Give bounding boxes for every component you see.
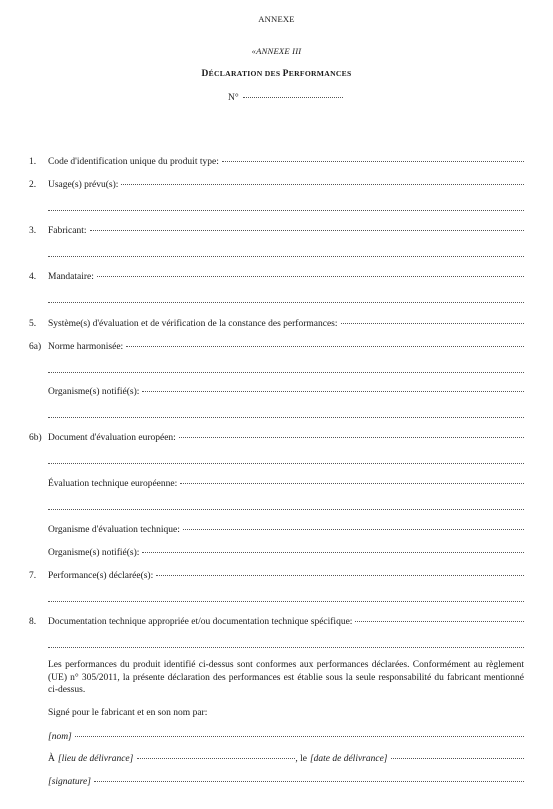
item-label: Document d'évaluation européen: [48, 433, 176, 443]
fill-in-line[interactable] [48, 256, 524, 257]
item-5-row [48, 319, 524, 329]
item-2-row [48, 180, 524, 190]
annex-heading: ANNEXE [258, 14, 295, 24]
item-number: 6a) [29, 342, 42, 352]
fill-in-line[interactable] [341, 323, 525, 324]
item-number: 8. [29, 617, 37, 627]
fill-in-line[interactable] [48, 372, 524, 373]
item-number: 5. [29, 319, 37, 329]
fill-in-line[interactable] [142, 391, 524, 392]
item-label: Norme harmonisée: [48, 342, 124, 352]
fill-in-line[interactable] [48, 463, 524, 464]
place-prefix: À [48, 754, 55, 764]
item-label: Code d'identification unique du produit type: [48, 157, 219, 167]
signature-field[interactable] [94, 781, 524, 782]
fill-in-line[interactable] [183, 529, 524, 530]
date-field[interactable] [391, 758, 525, 759]
item-7-row [48, 571, 524, 581]
item-number: 6b) [29, 433, 42, 443]
item-label: Évaluation technique européenne: [48, 479, 178, 489]
item-1-row [48, 157, 524, 167]
annex-iii-heading: «ANNEXE III [251, 46, 302, 56]
fill-in-line[interactable] [121, 184, 524, 185]
place-field[interactable] [137, 758, 295, 759]
item-label: Système(s) d'évaluation et de vérification de la constance des performances: [48, 319, 338, 329]
item-6b-row [48, 433, 524, 443]
fill-in-line[interactable] [142, 552, 524, 553]
fill-in-line[interactable] [48, 647, 524, 648]
place-label: [lieu de délivrance] [57, 754, 134, 764]
date-prefix: , le [295, 754, 307, 764]
item-label: Usage(s) prévu(s): [48, 180, 119, 190]
item-6a-row [48, 342, 524, 352]
item-number: 1. [29, 157, 37, 167]
fill-in-line[interactable] [180, 483, 524, 484]
fill-in-line[interactable] [97, 276, 524, 277]
name-row [48, 732, 524, 742]
signed-by-label: Signé pour le fabricant et en son nom par: [48, 708, 208, 718]
fill-in-line[interactable] [355, 621, 524, 622]
fill-in-line[interactable] [48, 302, 524, 303]
number-field[interactable] [243, 97, 343, 98]
item-4-row [48, 272, 524, 282]
fill-in-line[interactable] [48, 417, 524, 418]
item-6b-notified-row [48, 548, 524, 558]
item-label: Organisme d'évaluation technique: [48, 525, 180, 535]
item-8-row [48, 617, 524, 627]
fill-in-line[interactable] [126, 346, 524, 347]
fill-in-line[interactable] [179, 437, 524, 438]
signature-row [48, 777, 524, 787]
item-label: Fabricant: [48, 226, 87, 236]
item-label: Documentation technique appropriée et/ou documentation technique spécifique: [48, 617, 353, 627]
fill-in-line[interactable] [222, 161, 524, 162]
declaration-number [228, 93, 343, 103]
fill-in-line[interactable] [90, 230, 524, 231]
item-number: 4. [29, 272, 37, 282]
fill-in-line[interactable] [48, 601, 524, 602]
item-number: 2. [29, 180, 37, 190]
item-6b-tab-row [48, 525, 524, 535]
signature-label: [signature] [48, 777, 91, 787]
item-3-row [48, 226, 524, 236]
date-label: [date de délivrance] [309, 754, 388, 764]
fill-in-line[interactable] [48, 210, 524, 211]
item-label: Performance(s) déclarée(s): [48, 571, 154, 581]
item-label: Organisme(s) notifié(s): [48, 387, 140, 397]
item-label: Mandataire: [48, 272, 94, 282]
place-date-row [48, 754, 524, 764]
document-title: DÉCLARATION DES PERFORMANCES [201, 69, 352, 79]
item-number: 3. [29, 226, 37, 236]
item-6b-eta-row [48, 479, 524, 489]
declaration-paragraph: Les performances du produit identifié ci-dessus sont conformes aux performances déclarées. Conformément au règlement (UE) n° 305/2011, la présente déclaration des performances est établie sous la seule responsabilité du fabricant mentionné ci-dessus. [48, 660, 524, 695]
number-label: N° [228, 93, 239, 103]
name-field[interactable] [75, 736, 524, 737]
item-label: Organisme(s) notifié(s): [48, 548, 140, 558]
item-6a-notified-row [48, 387, 524, 397]
name-label: [nom] [48, 732, 72, 742]
item-number: 7. [29, 571, 37, 581]
fill-in-line[interactable] [48, 509, 524, 510]
fill-in-line[interactable] [156, 575, 524, 576]
